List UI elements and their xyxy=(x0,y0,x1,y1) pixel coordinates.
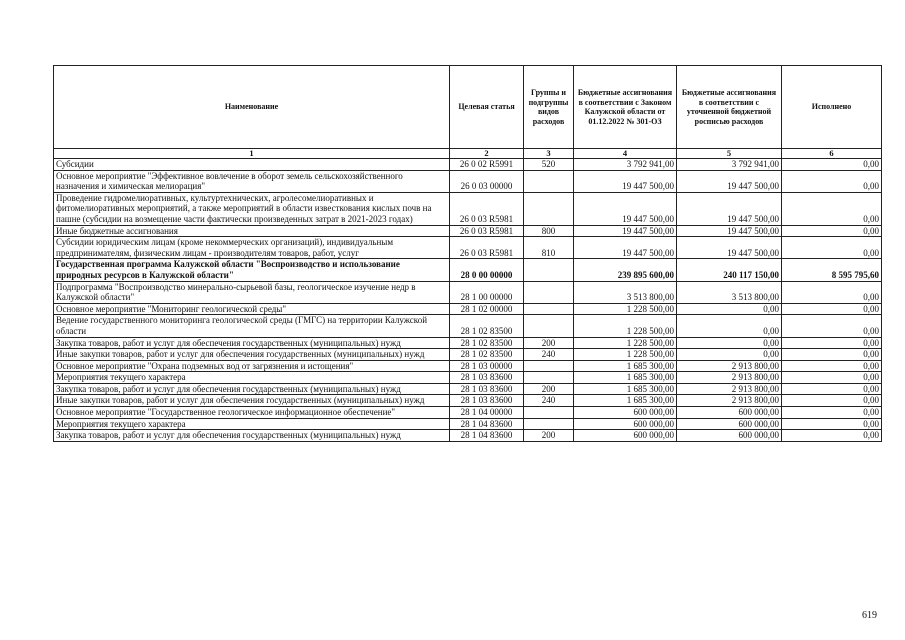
row-budget-initial: 1 685 300,00 xyxy=(574,395,677,407)
column-number: 6 xyxy=(782,149,882,159)
row-executed: 0,00 xyxy=(782,225,882,237)
row-executed: 0,00 xyxy=(782,383,882,395)
table-row xyxy=(54,383,882,395)
row-budget-updated: 19 447 500,00 xyxy=(677,237,782,259)
table-row xyxy=(54,372,882,384)
table-row xyxy=(54,237,882,259)
row-budget-updated: 0,00 xyxy=(677,349,782,361)
header-groups: Группы и подгруппы видов расходов xyxy=(524,66,574,149)
row-executed: 0,00 xyxy=(782,303,882,315)
row-budget-updated: 3 792 941,00 xyxy=(677,159,782,171)
row-budget-initial: 1 685 300,00 xyxy=(574,383,677,395)
row-name: Субсидии юридическим лицам (кроме некоммерческих организаций), индивидуальным предпринимателям, физическим лицам - производителям товаров, работ, услуг xyxy=(54,237,450,259)
row-expense-group xyxy=(524,303,574,315)
row-budget-initial: 600 000,00 xyxy=(574,418,677,430)
column-number: 1 xyxy=(54,149,450,159)
table-row xyxy=(54,281,882,303)
table-row xyxy=(54,259,882,281)
row-budget-updated: 600 000,00 xyxy=(677,407,782,419)
row-target-code: 28 1 04 83600 xyxy=(450,418,524,430)
header-executed: Исполнено xyxy=(782,66,882,149)
row-budget-updated: 19 447 500,00 xyxy=(677,225,782,237)
column-number: 2 xyxy=(450,149,524,159)
table-row xyxy=(54,192,882,225)
budget-table xyxy=(53,65,882,442)
row-target-code: 26 0 03 00000 xyxy=(450,170,524,192)
row-target-code: 28 1 04 00000 xyxy=(450,407,524,419)
row-executed: 0,00 xyxy=(782,418,882,430)
row-expense-group xyxy=(524,192,574,225)
row-executed: 0,00 xyxy=(782,395,882,407)
row-budget-initial: 19 447 500,00 xyxy=(574,237,677,259)
row-target-code: 26 0 02 R5991 xyxy=(450,159,524,171)
row-name: Основное мероприятие "Эффективное вовлечение в оборот земель сельскохозяйственного назначения и химическая мелиорация" xyxy=(54,170,450,192)
row-target-code: 28 1 03 00000 xyxy=(450,360,524,372)
row-budget-initial: 1 228 500,00 xyxy=(574,303,677,315)
header-budget-initial: Бюджетные ассигнования в соответствии с Законом Калужской области от 01.12.2022 № 301-ОЗ xyxy=(574,66,677,149)
row-name: Иные закупки товаров, работ и услуг для обеспечения государственных (муниципальных) нужд xyxy=(54,395,450,407)
row-target-code: 28 1 02 83500 xyxy=(450,315,524,337)
row-budget-initial: 3 792 941,00 xyxy=(574,159,677,171)
row-expense-group: 240 xyxy=(524,395,574,407)
row-name: Закупка товаров, работ и услуг для обеспечения государственных (муниципальных) нужд xyxy=(54,337,450,349)
row-name: Основное мероприятие "Охрана подземных вод от загрязнения и истощения" xyxy=(54,360,450,372)
row-budget-initial: 19 447 500,00 xyxy=(574,192,677,225)
row-budget-initial: 1 685 300,00 xyxy=(574,372,677,384)
row-expense-group xyxy=(524,281,574,303)
row-expense-group: 800 xyxy=(524,225,574,237)
table-body xyxy=(54,159,882,442)
row-budget-initial: 239 895 600,00 xyxy=(574,259,677,281)
row-name: Основное мероприятие "Государственное геологическое информационное обеспечение" xyxy=(54,407,450,419)
row-name: Иные закупки товаров, работ и услуг для обеспечения государственных (муниципальных) нужд xyxy=(54,349,450,361)
header-target: Целевая статья xyxy=(450,66,524,149)
row-target-code: 28 1 02 83500 xyxy=(450,337,524,349)
row-budget-updated: 3 513 800,00 xyxy=(677,281,782,303)
row-expense-group: 200 xyxy=(524,337,574,349)
row-name: Закупка товаров, работ и услуг для обеспечения государственных (муниципальных) нужд xyxy=(54,430,450,442)
row-expense-group: 810 xyxy=(524,237,574,259)
row-name: Мероприятия текущего характера xyxy=(54,418,450,430)
row-budget-initial: 1 228 500,00 xyxy=(574,349,677,361)
row-budget-initial: 1 228 500,00 xyxy=(574,315,677,337)
table-row xyxy=(54,303,882,315)
row-name: Закупка товаров, работ и услуг для обеспечения государственных (муниципальных) нужд xyxy=(54,383,450,395)
row-budget-updated: 600 000,00 xyxy=(677,418,782,430)
row-expense-group xyxy=(524,259,574,281)
table-row xyxy=(54,407,882,419)
row-executed: 0,00 xyxy=(782,430,882,442)
row-budget-updated: 2 913 800,00 xyxy=(677,372,782,384)
row-executed: 0,00 xyxy=(782,337,882,349)
row-target-code: 26 0 03 R5981 xyxy=(450,192,524,225)
row-budget-updated: 19 447 500,00 xyxy=(677,192,782,225)
row-expense-group: 200 xyxy=(524,430,574,442)
row-budget-updated: 0,00 xyxy=(677,337,782,349)
row-budget-initial: 1 228 500,00 xyxy=(574,337,677,349)
row-budget-initial: 1 685 300,00 xyxy=(574,360,677,372)
column-number: 4 xyxy=(574,149,677,159)
row-budget-updated: 19 447 500,00 xyxy=(677,170,782,192)
row-executed: 0,00 xyxy=(782,372,882,384)
row-name: Подпрограмма "Воспроизводство минерально-сырьевой базы, геологическое изучение недр в Калужской области" xyxy=(54,281,450,303)
row-budget-updated: 240 117 150,00 xyxy=(677,259,782,281)
row-budget-updated: 2 913 800,00 xyxy=(677,383,782,395)
row-name: Государственная программа Калужской области "Воспроизводство и использование природных ресурсов в Калужской области" xyxy=(54,259,450,281)
row-budget-initial: 19 447 500,00 xyxy=(574,170,677,192)
row-name: Субсидии xyxy=(54,159,450,171)
row-executed: 8 595 795,60 xyxy=(782,259,882,281)
table-row xyxy=(54,159,882,171)
header-budget-updated: Бюджетные ассигнования в соответствии с уточненной бюджетной росписью расходов xyxy=(677,66,782,149)
table-row xyxy=(54,337,882,349)
row-executed: 0,00 xyxy=(782,315,882,337)
row-executed: 0,00 xyxy=(782,281,882,303)
row-target-code: 26 0 03 R5981 xyxy=(450,225,524,237)
row-target-code: 28 1 04 83600 xyxy=(450,430,524,442)
table-row xyxy=(54,430,882,442)
row-name: Проведение гидромелиоративных, культуртехнических, агролесомелиоративных и фитомелиоративных мероприятий, а также мероприятий в области известкования кислых почв на пашне (субсидии на возмещение части фактически произведенных затрат в 2021-2023 годах) xyxy=(54,192,450,225)
column-number: 5 xyxy=(677,149,782,159)
row-executed: 0,00 xyxy=(782,407,882,419)
row-target-code: 28 1 03 83600 xyxy=(450,383,524,395)
row-name: Мероприятия текущего характера xyxy=(54,372,450,384)
row-executed: 0,00 xyxy=(782,170,882,192)
row-budget-updated: 0,00 xyxy=(677,315,782,337)
row-name: Ведение государственного мониторинга геологической среды (ГМГС) на территории Калужской области xyxy=(54,315,450,337)
row-executed: 0,00 xyxy=(782,159,882,171)
row-budget-initial: 600 000,00 xyxy=(574,407,677,419)
row-expense-group: 200 xyxy=(524,383,574,395)
row-target-code: 28 1 02 83500 xyxy=(450,349,524,361)
header-name: Наименование xyxy=(54,66,450,149)
table-row xyxy=(54,225,882,237)
row-budget-updated: 0,00 xyxy=(677,303,782,315)
row-expense-group xyxy=(524,315,574,337)
table-row xyxy=(54,170,882,192)
row-expense-group xyxy=(524,407,574,419)
row-expense-group xyxy=(524,170,574,192)
table-row xyxy=(54,395,882,407)
table-row xyxy=(54,418,882,430)
row-expense-group xyxy=(524,418,574,430)
row-budget-updated: 600 000,00 xyxy=(677,430,782,442)
row-name: Иные бюджетные ассигнования xyxy=(54,225,450,237)
column-number: 3 xyxy=(524,149,574,159)
table-row xyxy=(54,360,882,372)
row-expense-group: 520 xyxy=(524,159,574,171)
page-number: 619 xyxy=(862,610,877,621)
row-name: Основное мероприятие "Мониторинг геологической среды" xyxy=(54,303,450,315)
row-budget-updated: 2 913 800,00 xyxy=(677,360,782,372)
row-executed: 0,00 xyxy=(782,349,882,361)
row-executed: 0,00 xyxy=(782,192,882,225)
row-budget-initial: 19 447 500,00 xyxy=(574,225,677,237)
row-budget-initial: 3 513 800,00 xyxy=(574,281,677,303)
row-executed: 0,00 xyxy=(782,237,882,259)
row-target-code: 28 1 03 83600 xyxy=(450,372,524,384)
row-target-code: 28 1 00 00000 xyxy=(450,281,524,303)
row-target-code: 28 1 02 00000 xyxy=(450,303,524,315)
row-budget-initial: 600 000,00 xyxy=(574,430,677,442)
row-budget-updated: 2 913 800,00 xyxy=(677,395,782,407)
row-executed: 0,00 xyxy=(782,360,882,372)
row-expense-group xyxy=(524,372,574,384)
row-target-code: 28 1 03 83600 xyxy=(450,395,524,407)
row-target-code: 26 0 03 R5981 xyxy=(450,237,524,259)
table-row xyxy=(54,349,882,361)
row-expense-group xyxy=(524,360,574,372)
row-expense-group: 240 xyxy=(524,349,574,361)
table-row xyxy=(54,315,882,337)
row-target-code: 28 0 00 00000 xyxy=(450,259,524,281)
